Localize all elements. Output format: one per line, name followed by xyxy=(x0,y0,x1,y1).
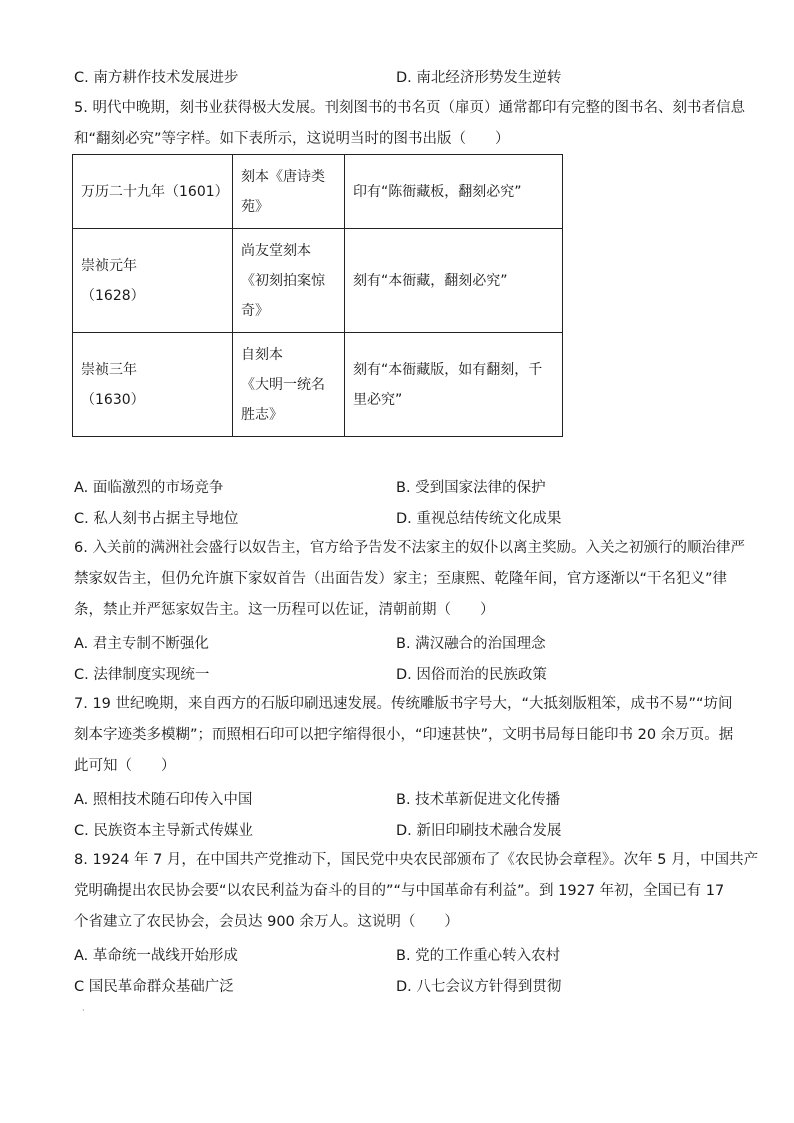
q7-options-ab xyxy=(74,788,724,810)
table-row xyxy=(73,229,563,333)
q7-option-b[interactable]: B. 技术革新促进文化传播 xyxy=(396,792,561,808)
q7-option-c[interactable]: C. 民族资本主导新式传媒业 xyxy=(74,823,253,839)
q6-stem-line: 6. 入关前的满洲社会盛行以奴告主，官方给予告发不法家主的奴仆以离主奖励。入关之初颁行的顺治律严 xyxy=(74,540,745,556)
q8-option-a[interactable]: A. 革命统一战线开始形成 xyxy=(74,948,238,964)
q5-options-cd xyxy=(74,507,724,529)
q8-options-cd xyxy=(74,975,724,997)
q6-option-c[interactable]: C. 法律制度实现统一 xyxy=(74,667,210,683)
table-cell-note: 刻有“本衙藏版，如有翻刻，千 里必究” xyxy=(345,333,563,437)
q5-options-ab xyxy=(74,476,724,498)
q6-option-d[interactable]: D. 因俗而治的民族政策 xyxy=(396,667,547,683)
q5-book-table xyxy=(72,154,563,437)
q7-stem-line: 此可知（ ） xyxy=(74,758,176,774)
table-cell-book: 尚友堂刻本 《初刻拍案惊 奇》 xyxy=(233,229,345,333)
q4-option-c[interactable]: C. 南方耕作技术发展进步 xyxy=(74,70,239,86)
q5-stem xyxy=(74,93,745,155)
q7-stem-line: 7. 19 世纪晚期，来自西方的石版印刷迅速发展。传统雕版书字号大，“大抵刻版粗笨，成书不易”“坊间 xyxy=(74,696,733,712)
q8-stem-line: 党明确提出农民协会要“以农民利益为奋斗的目的”“与中国革命有利益”。到 1927 年初，全国已有 17 xyxy=(74,883,725,899)
table-cell-time: 万历二十九年（1601） xyxy=(73,155,233,229)
q7-option-a[interactable]: A. 照相技术随石印传入中国 xyxy=(74,792,253,808)
table-cell-book: 刻本《唐诗类 苑》 xyxy=(233,155,345,229)
table-row xyxy=(73,155,563,229)
q8-option-b[interactable]: B. 党的工作重心转入农村 xyxy=(396,948,561,964)
q8-stem-line: 个省建立了农民协会，会员达 900 余万人。这说明（ ） xyxy=(74,914,459,930)
q6-options-ab xyxy=(74,632,724,654)
q4-options xyxy=(74,66,724,88)
q7-stem xyxy=(74,689,734,782)
stray-dot-mark: · xyxy=(82,1006,85,1015)
q6-stem xyxy=(74,533,745,626)
table-cell-book: 自刻本 《大明一统名 胜志》 xyxy=(233,333,345,437)
q5-stem-line: 5. 明代中晚期，刻书业获得极大发展。刊刻图书的书名页（扉页）通常都印有完整的图书名、刻书者信息 xyxy=(74,100,745,116)
q6-stem-line: 条，禁止并严惩家奴告主。这一历程可以佐证，清朝前期（ ） xyxy=(74,602,495,618)
q6-stem-line: 禁家奴告主，但仍允许旗下家奴首告（出面告发）家主；至康熙、乾隆年间，官方逐渐以“干名犯义”律 xyxy=(74,571,728,587)
q8-stem xyxy=(74,845,759,938)
table-row xyxy=(73,333,563,437)
q5-stem-line: 和“翻刻必究”等字样。如下表所示，这说明当时的图书出版（ ） xyxy=(74,131,510,147)
q6-options-cd xyxy=(74,663,724,685)
q6-option-a[interactable]: A. 君主专制不断强化 xyxy=(74,636,209,652)
table-cell-note: 刻有“本衙藏，翻刻必究” xyxy=(345,229,563,333)
q7-option-d[interactable]: D. 新旧印刷技术融合发展 xyxy=(396,823,562,839)
table-cell-time: 崇祯元年 （1628） xyxy=(73,229,233,333)
q7-options-cd xyxy=(74,819,724,841)
q5-option-d[interactable]: D. 重视总结传统文化成果 xyxy=(396,511,562,527)
table-cell-time: 崇祯三年 （1630） xyxy=(73,333,233,437)
q8-options-ab xyxy=(74,944,724,966)
q4-option-d[interactable]: D. 南北经济形势发生逆转 xyxy=(396,70,562,86)
q8-option-d[interactable]: D. 八七会议方针得到贯彻 xyxy=(396,979,562,995)
q5-option-b[interactable]: B. 受到国家法律的保护 xyxy=(396,480,546,496)
q6-option-b[interactable]: B. 满汉融合的治国理念 xyxy=(396,636,546,652)
table-cell-note: 印有“陈衙藏板，翻刻必究” xyxy=(345,155,563,229)
q8-option-c[interactable]: C 国民革命群众基础广泛 xyxy=(74,979,234,995)
q8-stem-line: 8. 1924 年 7 月，在中国共产党推动下，国民党中央农民部颁布了《农民协会章程》。次年 5 月，中国共产 xyxy=(74,852,759,868)
q5-option-a[interactable]: A. 面临激烈的市场竞争 xyxy=(74,480,224,496)
q5-option-c[interactable]: C. 私人刻书占据主导地位 xyxy=(74,511,239,527)
q7-stem-line: 刻本字迹类多模糊”；而照相石印可以把字缩得很小，“印速甚快”，文明书局每日能印书 20 余万页。据 xyxy=(74,727,734,743)
